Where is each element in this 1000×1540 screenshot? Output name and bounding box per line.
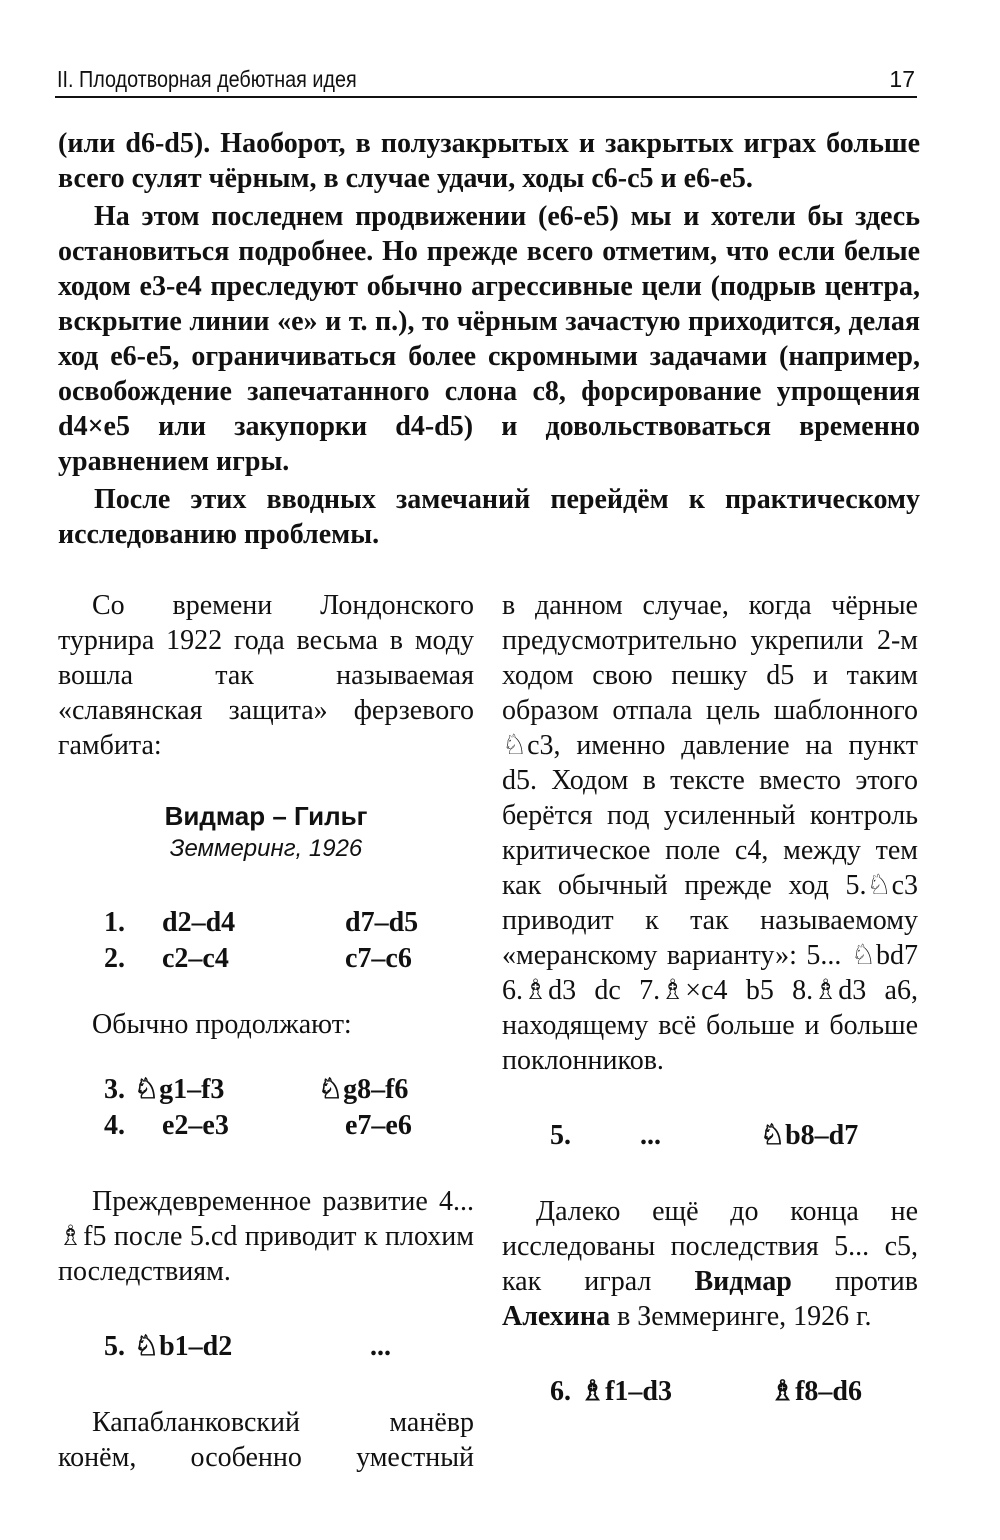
move-row xyxy=(58,941,474,977)
move-row xyxy=(58,1072,474,1108)
move-number: 1. xyxy=(104,907,125,938)
move-row xyxy=(58,905,474,941)
left-column xyxy=(58,588,474,1475)
white-move: ♘g1–f3 xyxy=(134,1074,225,1105)
right-column xyxy=(502,588,918,1410)
move-5-black xyxy=(502,1118,918,1154)
move-number: 3. xyxy=(104,1074,125,1105)
white-move: c2–c4 xyxy=(162,943,229,974)
text-run: Далеко ещё до конца не исследованы последствия 5... c5, как играл xyxy=(502,1196,918,1297)
white-move: d2–d4 xyxy=(162,907,236,938)
black-move: e7–e6 xyxy=(345,1110,412,1141)
black-move: c7–c6 xyxy=(345,943,412,974)
black-move: ... xyxy=(370,1331,391,1362)
move-number: 2. xyxy=(104,943,125,974)
move-number: 5. xyxy=(104,1331,125,1362)
white-move: ♗f1–d3 xyxy=(580,1376,672,1407)
black-move: ♘g8–f6 xyxy=(318,1074,409,1105)
left-paragraph-2: Обычно продолжают: xyxy=(92,1009,352,1040)
move-row xyxy=(58,1329,474,1365)
game-players: Видмар – Гильг xyxy=(164,801,368,831)
move-6 xyxy=(502,1374,918,1410)
right-paragraph-2 xyxy=(502,1194,918,1334)
intro-paragraph-2: На этом последнем продвижении (e6-e5) мы и хотели бы здесь остановиться подробнее. Но прежде всего отметим, что если белые ходом e3-e4 преследуют обычно агрессивные цели (подрыв центра, вскрытие линии «e» и т. п.), то чёрным зачастую приходится, делая ход e6-e5, ограничиваться более скромными задачами (например, освобождение запечатанного слона c8, форсирование упрощения d4×e5 или закупорки d4-d5) и довольствоваться временно уравнением игры. xyxy=(58,201,920,477)
right-paragraph-1: в данном случае, когда чёрные предусмотрительно укрепили 2-м ходом свою пешку d5 и таким образом отпала цель шаблонного ♘c3, именно давление на пункт d5. Ходом в тексте вместо этого берётся под усиленный контроль критическое поле c4, между тем как обычный прежде ход 5.♘c3 приводит к так называемому «меранскому варианту»: 5... ♘bd7 6.♗d3 dc 7.♗×c4 b5 8.♗d3 a6, находящему всё больше и больше поклонников. xyxy=(502,590,918,1076)
white-move: e2–e3 xyxy=(162,1110,229,1141)
page-header xyxy=(55,66,917,98)
running-title: II. Плодотворная дебютная идея xyxy=(57,66,357,92)
left-paragraph-3: Преждевременное развитие 4... ♗f5 после 5.cd приводит к плохим последствиям. xyxy=(58,1186,474,1287)
move-row xyxy=(502,1118,918,1154)
moves-3-4 xyxy=(58,1072,474,1144)
move-number: 6. xyxy=(550,1376,571,1407)
black-move: ♗f8–d6 xyxy=(770,1376,862,1407)
intro-section xyxy=(58,126,920,552)
left-paragraph-4: Капабланковский манёвр конём, особенно уместный xyxy=(58,1407,474,1473)
text-run: против xyxy=(791,1266,919,1297)
move-number: 5. xyxy=(550,1120,571,1151)
black-move: d7–d5 xyxy=(345,907,419,938)
game-place: Земмеринг, 1926 xyxy=(169,835,363,862)
move-row xyxy=(502,1374,918,1410)
player-name-vidmar: Видмар xyxy=(694,1266,792,1297)
moves-1-2 xyxy=(58,905,474,977)
move-number: 4. xyxy=(104,1110,125,1141)
white-move: ♘b1–d2 xyxy=(134,1331,233,1362)
intro-paragraph-1: (или d6-d5). Наоборот, в полузакрытых и закрытых играх больше всего сулят чёрным, в случае удачи, ходы c6-c5 и e6-e5. xyxy=(58,128,920,194)
page-number: 17 xyxy=(889,66,915,92)
left-paragraph-1: Со времени Лондонского турнира 1922 года весьма в моду вошла так называемая «славянская защита» ферзевого гамбита: xyxy=(58,590,474,761)
intro-paragraph-3: После этих вводных замечаний перейдём к практическому исследованию проблемы. xyxy=(58,484,920,550)
move-row xyxy=(58,1108,474,1144)
white-move: ... xyxy=(640,1120,661,1151)
player-name-alekhine: Алехина xyxy=(502,1301,611,1332)
move-5 xyxy=(58,1329,474,1365)
text-run: в Земмеринге, 1926 г. xyxy=(610,1301,872,1332)
black-move: ♘b8–d7 xyxy=(760,1120,859,1151)
